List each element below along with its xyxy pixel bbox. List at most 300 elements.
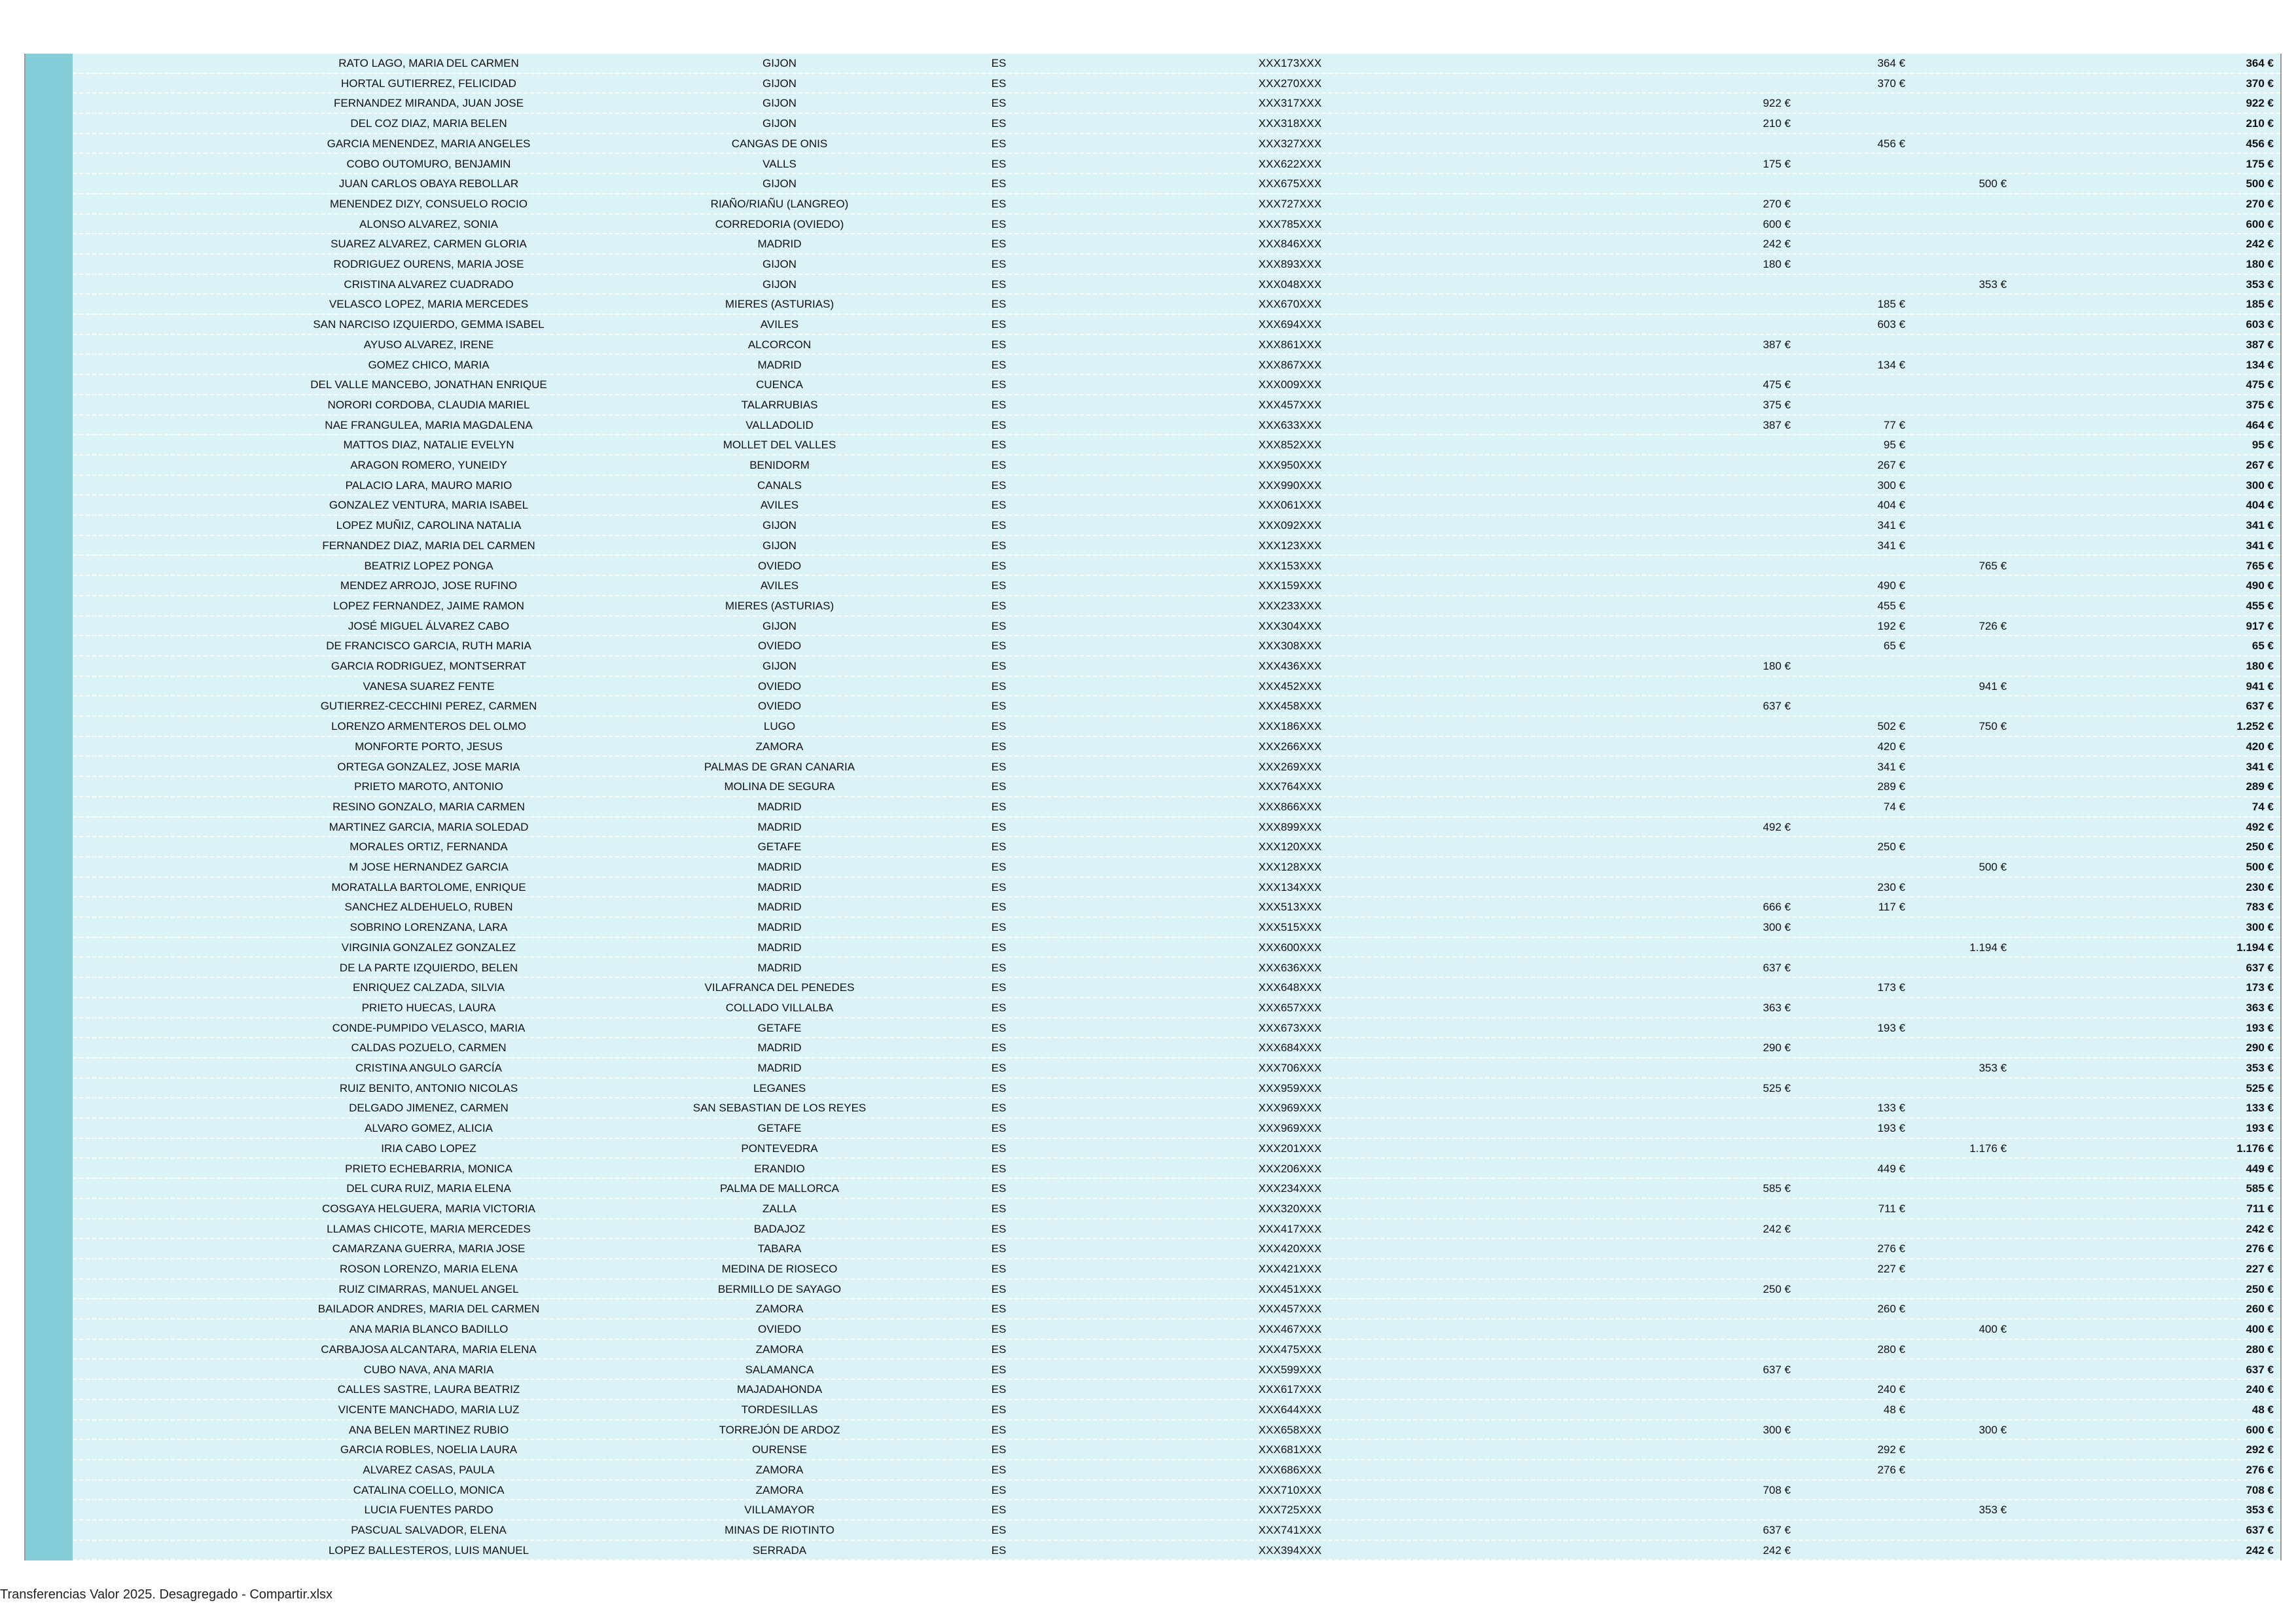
id-code-cell: XXX644XXX [1258,1403,1322,1416]
name-cell: VIRGINIA GONZALEZ GONZALEZ [341,941,516,954]
total-cell: 230 € [2246,880,2274,893]
city-cell: ZAMORA [755,1464,804,1476]
city-cell: BADAJOZ [753,1222,806,1235]
table-row [73,416,2280,436]
country-cell: ES [991,1423,1007,1436]
name-cell: VELASCO LOPEZ, MARIA MERCEDES [329,298,529,311]
amount-2-cell: 230 € [1877,880,1905,893]
amount-1-cell: 242 € [1763,1222,1791,1235]
amount-1-cell: 242 € [1763,238,1791,251]
name-cell: GARCIA ROBLES, NOELIA LAURA [340,1443,518,1456]
name-cell: AYUSO ALVAREZ, IRENE [363,338,494,351]
id-code-cell: XXX270XXX [1258,77,1322,90]
city-cell: GIJON [762,177,797,190]
total-cell: 95 € [2251,439,2274,452]
id-code-cell: XXX266XXX [1258,740,1322,753]
amount-2-cell: 300 € [1877,478,1905,492]
country-cell: ES [991,1242,1007,1255]
name-cell: M JOSE HERNANDEZ GARCIA [349,861,509,873]
city-cell: SERRADA [752,1543,807,1557]
table-row [73,174,2280,194]
name-cell: SANCHEZ ALDEHUELO, RUBEN [344,901,513,914]
country-cell: ES [991,1483,1007,1496]
name-cell: CALLES SASTRE, LAURA BEATRIZ [337,1383,520,1396]
country-cell: ES [991,499,1007,512]
city-cell: GIJON [762,97,797,110]
amount-1-cell: 922 € [1763,97,1791,110]
name-cell: CATALINA COELLO, MONICA [353,1483,505,1496]
city-cell: OVIEDO [757,640,802,653]
id-code-cell: XXX636XXX [1258,961,1322,974]
id-code-cell: XXX959XXX [1258,1081,1322,1094]
total-cell: 193 € [2246,1122,2274,1135]
total-cell: 292 € [2246,1443,2274,1456]
name-cell: CRISTINA ALVAREZ CUADRADO [344,278,514,291]
id-code-cell: XXX658XXX [1258,1423,1322,1436]
city-cell: PONTEVEDRA [741,1142,818,1155]
total-cell: 492 € [2246,820,2274,833]
table-row [73,677,2280,697]
table-row [73,1079,2280,1099]
country-cell: ES [991,298,1007,311]
table-row [73,1500,2280,1521]
country-cell: ES [991,318,1007,331]
city-cell: MAJADAHONDA [736,1383,823,1396]
country-cell: ES [991,840,1007,854]
name-cell: JUAN CARLOS OBAYA REBOLLAR [338,177,519,190]
city-cell: MOLINA DE SEGURA [724,780,835,793]
total-cell: 250 € [2246,840,2274,854]
total-cell: 175 € [2246,157,2274,170]
table-row [73,978,2280,998]
id-code-cell: XXX515XXX [1258,921,1322,934]
id-code-cell: XXX304XXX [1258,619,1322,632]
country-cell: ES [991,1202,1007,1215]
name-cell: RATO LAGO, MARIA DEL CARMEN [338,57,519,69]
name-cell: ORTEGA GONZALEZ, JOSE MARIA [337,760,520,773]
total-cell: 1.176 € [2236,1142,2274,1155]
table-row [73,1420,2280,1441]
table-row [73,1440,2280,1460]
country-cell: ES [991,97,1007,110]
amount-3-cell: 353 € [1979,1504,2007,1517]
total-cell: 941 € [2246,679,2274,693]
id-code-cell: XXX622XXX [1258,157,1322,170]
name-cell: CUBO NAVA, ANA MARIA [363,1363,494,1376]
amount-2-cell: 267 € [1877,459,1905,471]
amount-2-cell: 364 € [1877,57,1905,69]
table-row [73,1280,2280,1300]
total-cell: 210 € [2246,117,2274,130]
name-cell: RUIZ CIMARRAS, MANUEL ANGEL [338,1282,519,1295]
city-cell: MADRID [757,800,802,813]
amount-1-cell: 637 € [1763,961,1791,974]
name-cell: GOMEZ CHICO, MARIA [368,358,490,371]
table-row [73,74,2280,94]
footer-filename: Transferencias Valor 2025. Desagregado - Compartir.xlsx [0,1587,333,1602]
total-cell: 500 € [2246,861,2274,873]
amount-2-cell: 276 € [1877,1242,1905,1255]
id-code-cell: XXX308XXX [1258,640,1322,653]
name-cell: ROSON LORENZO, MARIA ELENA [339,1263,518,1275]
country-cell: ES [991,137,1007,150]
city-cell: OVIEDO [757,559,802,572]
total-cell: 475 € [2246,378,2274,391]
transfers-table [73,54,2280,1561]
table-row [73,1460,2280,1481]
country-cell: ES [991,1464,1007,1476]
city-cell: GETAFE [757,1122,802,1135]
name-cell: PRIETO MAROTO, ANTONIO [354,780,503,793]
id-code-cell: XXX846XXX [1258,238,1322,251]
name-cell: VICENTE MANCHADO, MARIA LUZ [338,1403,520,1416]
amount-2-cell: 185 € [1877,298,1905,311]
amount-1-cell: 666 € [1763,901,1791,914]
id-code-cell: XXX657XXX [1258,1001,1322,1014]
total-cell: 711 € [2246,1202,2274,1215]
table-row [73,435,2280,456]
name-cell: ANA MARIA BLANCO BADILLO [349,1323,509,1336]
country-cell: ES [991,1041,1007,1055]
country-cell: ES [991,1524,1007,1537]
table-row [73,355,2280,376]
total-cell: 400 € [2246,1323,2274,1336]
amount-2-cell: 603 € [1877,318,1905,331]
table-row [73,1199,2280,1219]
total-cell: 370 € [2246,77,2274,90]
country-cell: ES [991,599,1007,612]
city-cell: VALLS [762,157,797,170]
amount-2-cell: 449 € [1877,1162,1905,1175]
name-cell: LUCIA FUENTES PARDO [364,1504,493,1517]
amount-2-cell: 280 € [1877,1343,1905,1356]
amount-3-cell: 726 € [1979,619,2007,632]
id-code-cell: XXX969XXX [1258,1122,1322,1135]
table-row [73,1320,2280,1340]
table-row [73,717,2280,737]
table-row [73,1019,2280,1039]
table-row [73,295,2280,315]
id-code-cell: XXX458XXX [1258,700,1322,713]
country-cell: ES [991,1162,1007,1175]
id-code-cell: XXX061XXX [1258,499,1322,512]
amount-2-cell: 490 € [1877,579,1905,592]
table-row [73,154,2280,175]
city-cell: VILAFRANCA DEL PENEDES [704,981,855,994]
table-row [73,857,2280,878]
city-cell: TABARA [757,1242,802,1255]
table-row [73,1259,2280,1280]
name-cell: MORATALLA BARTOLOME, ENRIQUE [331,880,526,893]
amount-1-cell: 492 € [1763,820,1791,833]
total-cell: 290 € [2246,1041,2274,1055]
total-cell: 280 € [2246,1343,2274,1356]
city-cell: GIJON [762,660,797,672]
amount-1-cell: 363 € [1763,1001,1791,1014]
city-cell: ZAMORA [755,1303,804,1316]
country-cell: ES [991,238,1007,251]
country-cell: ES [991,1021,1007,1034]
id-code-cell: XXX128XXX [1258,861,1322,873]
city-cell: OVIEDO [757,700,802,713]
city-cell: MEDINA DE RIOSECO [721,1263,838,1275]
country-cell: ES [991,579,1007,592]
name-cell: SOBRINO LORENZANA, LARA [350,921,508,934]
amount-1-cell: 637 € [1763,1363,1791,1376]
table-row [73,456,2280,476]
amount-1-cell: 600 € [1763,217,1791,230]
total-cell: 1.194 € [2236,941,2274,954]
name-cell: PASCUAL SALVADOR, ELENA [351,1524,507,1537]
city-cell: ERANDIO [754,1162,805,1175]
table-row [73,375,2280,395]
table-row [73,1219,2280,1240]
city-cell: GIJON [762,539,797,552]
country-cell: ES [991,1122,1007,1135]
id-code-cell: XXX861XXX [1258,338,1322,351]
amount-1-cell: 210 € [1763,117,1791,130]
table-row [73,1299,2280,1320]
name-cell: LOPEZ MUÑIZ, CAROLINA NATALIA [336,519,522,532]
name-cell: DEL VALLE MANCEBO, JONATHAN ENRIQUE [310,378,547,391]
country-cell: ES [991,418,1007,431]
country-cell: ES [991,1383,1007,1396]
country-cell: ES [991,459,1007,471]
amount-1-cell: 270 € [1763,197,1791,210]
amount-3-cell: 353 € [1979,278,2007,291]
id-code-cell: XXX159XXX [1258,579,1322,592]
table-row [73,1119,2280,1139]
table-row [73,777,2280,797]
table-row [73,797,2280,818]
city-cell: BENIDORM [749,459,810,471]
name-cell: GUTIERREZ-CECCHINI PEREZ, CARMEN [320,700,537,713]
total-cell: 276 € [2246,1242,2274,1255]
amount-2-cell: 48 € [1883,1403,1905,1416]
table-row [73,1058,2280,1079]
total-cell: 708 € [2246,1483,2274,1496]
name-cell: DE LA PARTE IZQUIERDO, BELEN [339,961,518,974]
name-cell: ANA BELEN MARTINEZ RUBIO [348,1423,509,1436]
amount-1-cell: 708 € [1763,1483,1791,1496]
amount-1-cell: 637 € [1763,1524,1791,1537]
country-cell: ES [991,820,1007,833]
id-code-cell: XXX893XXX [1258,258,1322,270]
city-cell: MIERES (ASTURIAS) [725,599,834,612]
table-row [73,1038,2280,1058]
total-cell: 456 € [2246,137,2274,150]
id-code-cell: XXX706XXX [1258,1062,1322,1074]
amount-2-cell: 341 € [1877,539,1905,552]
table-row [73,617,2280,637]
id-code-cell: XXX421XXX [1258,1263,1322,1275]
country-cell: ES [991,700,1007,713]
country-cell: ES [991,1543,1007,1557]
name-cell: CAMARZANA GUERRA, MARIA JOSE [332,1242,526,1255]
total-cell: 260 € [2246,1303,2274,1316]
name-cell: MATTOS DIAZ, NATALIE EVELYN [343,439,514,452]
country-cell: ES [991,1303,1007,1316]
id-code-cell: XXX317XXX [1258,97,1322,110]
id-code-cell: XXX686XXX [1258,1464,1322,1476]
country-cell: ES [991,679,1007,693]
name-cell: CRISTINA ANGULO GARCÍA [355,1062,502,1074]
total-cell: 353 € [2246,1062,2274,1074]
city-cell: MADRID [757,238,802,251]
name-cell: JOSÉ MIGUEL ÁLVAREZ CABO [348,619,510,632]
id-code-cell: XXX852XXX [1258,439,1322,452]
table-row [73,757,2280,778]
table-row [73,94,2280,114]
total-cell: 341 € [2246,539,2274,552]
table-row [73,114,2280,134]
country-cell: ES [991,921,1007,934]
city-cell: OVIEDO [757,1323,802,1336]
table-row [73,476,2280,496]
amount-3-cell: 941 € [1979,679,2007,693]
country-cell: ES [991,1363,1007,1376]
amount-1-cell: 525 € [1763,1081,1791,1094]
amount-2-cell: 292 € [1877,1443,1905,1456]
country-cell: ES [991,1062,1007,1074]
id-code-cell: XXX675XXX [1258,177,1322,190]
city-cell: OVIEDO [757,679,802,693]
amount-2-cell: 502 € [1877,720,1905,733]
table-row [73,737,2280,757]
name-cell: RESINO GONZALO, MARIA CARMEN [332,800,525,813]
table-row [73,395,2280,416]
city-cell: SAN SEBASTIAN DE LOS REYES [692,1102,867,1115]
total-cell: 387 € [2246,338,2274,351]
id-code-cell: XXX684XXX [1258,1041,1322,1055]
id-code-cell: XXX467XXX [1258,1323,1322,1336]
name-cell: FERNANDEZ DIAZ, MARIA DEL CARMEN [322,539,535,552]
amount-2-cell: 192 € [1877,619,1905,632]
table-row [73,1098,2280,1119]
table-row [73,1360,2280,1380]
amount-2-cell: 65 € [1883,640,1905,653]
amount-2-cell: 193 € [1877,1021,1905,1034]
total-cell: 65 € [2251,640,2274,653]
city-cell: VALLADOLID [745,418,814,431]
amount-2-cell: 289 € [1877,780,1905,793]
city-cell: MADRID [757,880,802,893]
total-cell: 134 € [2246,358,2274,371]
country-cell: ES [991,258,1007,270]
total-cell: 363 € [2246,1001,2274,1014]
city-cell: ZAMORA [755,1343,804,1356]
id-code-cell: XXX327XXX [1258,137,1322,150]
id-code-cell: XXX186XXX [1258,720,1322,733]
total-cell: 375 € [2246,398,2274,411]
city-cell: SALAMANCA [745,1363,814,1376]
name-cell: RODRIGUEZ OURENS, MARIA JOSE [333,258,524,270]
country-cell: ES [991,901,1007,914]
country-cell: ES [991,378,1007,391]
table-row [73,958,2280,979]
table-row [73,536,2280,556]
name-cell: SAN NARCISO IZQUIERDO, GEMMA ISABEL [313,318,545,331]
id-code-cell: XXX420XXX [1258,1242,1322,1255]
name-cell: LLAMAS CHICOTE, MARIA MERCEDES [327,1222,531,1235]
table-row [73,897,2280,918]
city-cell: GIJON [762,278,797,291]
city-cell: MADRID [757,861,802,873]
amount-2-cell: 711 € [1878,1202,1905,1215]
amount-1-cell: 387 € [1763,418,1791,431]
name-cell: ARAGON ROMERO, YUNEIDY [350,459,507,471]
city-cell: MADRID [757,1062,802,1074]
city-cell: PALMAS DE GRAN CANARIA [704,760,855,773]
amount-2-cell: 456 € [1877,137,1905,150]
name-cell: MORALES ORTIZ, FERNANDA [350,840,508,854]
id-code-cell: XXX710XXX [1258,1483,1322,1496]
amount-1-cell: 290 € [1763,1041,1791,1055]
country-cell: ES [991,1403,1007,1416]
table-row [73,657,2280,677]
id-code-cell: XXX123XXX [1258,539,1322,552]
id-code-cell: XXX633XXX [1258,418,1322,431]
country-cell: ES [991,1081,1007,1094]
amount-2-cell: 341 € [1877,760,1905,773]
name-cell: CARBAJOSA ALCANTARA, MARIA ELENA [321,1343,537,1356]
name-cell: GARCIA RODRIGUEZ, MONTSERRAT [331,660,527,672]
id-code-cell: XXX990XXX [1258,478,1322,492]
city-cell: MADRID [757,1041,802,1055]
city-cell: MADRID [757,961,802,974]
table-row [73,1481,2280,1501]
country-cell: ES [991,1222,1007,1235]
name-cell: NORORI CORDOBA, CLAUDIA MARIEL [327,398,530,411]
id-code-cell: XXX599XXX [1258,1363,1322,1376]
country-cell: ES [991,1343,1007,1356]
total-cell: 276 € [2246,1464,2274,1476]
city-cell: TALARRUBIAS [741,398,818,411]
city-cell: CUENCA [756,378,803,391]
country-cell: ES [991,338,1007,351]
total-cell: 404 € [2246,499,2274,512]
id-code-cell: XXX206XXX [1258,1162,1322,1175]
table-row [73,1179,2280,1199]
id-code-cell: XXX417XXX [1258,1222,1322,1235]
amount-2-cell: 193 € [1877,1122,1905,1135]
name-cell: MENDEZ ARROJO, JOSE RUFINO [340,579,518,592]
total-cell: 193 € [2246,1021,2274,1034]
table-row [73,54,2280,74]
name-cell: DEL COZ DIAZ, MARIA BELEN [350,117,507,130]
total-cell: 180 € [2246,660,2274,672]
city-cell: LEGANES [753,1081,806,1094]
city-cell: GIJON [762,258,797,270]
amount-1-cell: 175 € [1763,157,1791,170]
table-row [73,596,2280,617]
name-cell: MARTINEZ GARCIA, MARIA SOLEDAD [329,820,529,833]
amount-2-cell: 117 € [1878,901,1905,914]
country-cell: ES [991,519,1007,532]
id-code-cell: XXX009XXX [1258,378,1322,391]
city-cell: CANALS [757,478,802,492]
country-cell: ES [991,1263,1007,1275]
id-code-cell: XXX153XXX [1258,559,1322,572]
id-code-cell: XXX681XXX [1258,1443,1322,1456]
table-row [73,315,2280,335]
city-cell: GIJON [762,77,797,90]
country-cell: ES [991,539,1007,552]
city-cell: LUGO [763,720,796,733]
total-cell: 227 € [2246,1263,2274,1275]
amount-1-cell: 637 € [1763,700,1791,713]
table-row [73,696,2280,717]
